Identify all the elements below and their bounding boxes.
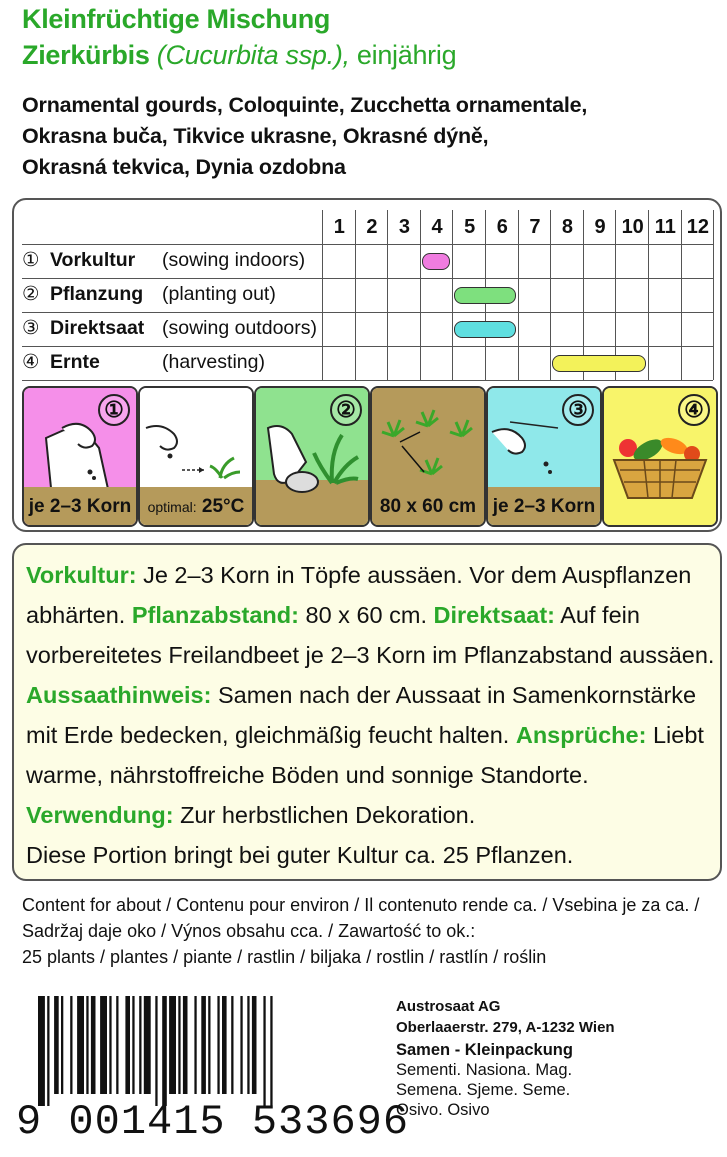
company-name: Austrosaat AG [396,998,501,1015]
calendar-bar [454,287,515,304]
product-title: Kleinfrüchtige Mischung [22,4,331,34]
key-verwendung: Verwendung: [26,802,174,828]
month-label: 6 [485,210,519,244]
sowing-outdoors-tile [486,386,602,527]
grid-line [550,210,551,380]
portion-note: Diese Portion bringt bei guter Kultur ca. 25 Pflanzen. [26,842,574,868]
month-label: 4 [420,210,454,244]
tile-caption: 80 x 60 cm [372,487,484,525]
grid-line [518,210,519,380]
step-badge: ① [98,394,130,426]
calendar-bar [552,355,646,372]
latin-name: (Cucurbita ssp.), [156,40,350,70]
month-label: 2 [355,210,389,244]
key-ansprueche: Ansprüche: [515,722,647,748]
month-label: 12 [681,210,715,244]
calendar-bar [454,321,515,338]
content-languages: Content for about / Contenu pour environ / Il contenuto rende ca. / Vsebina je za ca. / Sadržaj daje oko / Výnos obsahu cca. / Zawartość to ok.: [22,895,700,941]
calendar-row-pflanzung [22,282,276,306]
caption-small: optimal: [147,499,197,515]
step-number: ④ [22,351,40,373]
key-aussaathinweis: Aussaathinweis: [26,682,212,708]
planting-out-tile [254,386,370,527]
text-direktsaat: Auf fein vorbereitetes Freilandbeet je 2–3 Korn im Pflanzabstand aussäen. [26,602,715,668]
grid-line [355,210,356,380]
calendar-row-ernte [22,350,265,374]
text-ansprueche: Liebt warme, nährstoffreiche Böden und sonnige Standorte. [26,722,704,788]
text-vorkultur: Je 2–3 Korn in Töpfe aussäen. Vor dem Auspflanzen abhärten. [26,562,692,628]
step-description: (harvesting) [162,351,265,373]
product-subtitle [22,40,456,71]
step-label: Direktsaat [50,317,145,339]
packaging-title: Samen - Kleinpackung [396,1041,573,1059]
step-description: (sowing outdoors) [162,317,317,339]
step-description: (sowing indoors) [162,249,306,271]
company-info [396,996,615,1038]
company-address: Oberlaaerstr. 279, A-1232 Wien [396,1019,615,1036]
caption-temperature: 25°C [201,496,245,517]
grid-line [322,210,323,380]
text-verwendung: Zur herbstlichen Dekoration. [173,802,476,828]
text-aussaathinweis: Samen nach der Aussaat in Samenkornstärke mit Erde bedecken, gleichmäßig feucht halten. [26,682,697,748]
packaging-line: Semena. Sjeme. Seme. [396,1081,571,1099]
translated-names-line: Okrasná tekvica, Dynia ozdobna [22,155,346,179]
step-label: Pflanzung [50,283,144,305]
grid-line [22,380,713,381]
content-note [22,892,712,970]
instructions-text [26,555,716,875]
tile-caption: je 2–3 Korn [488,487,600,525]
grid-line [22,312,713,313]
harvest-tile [602,386,718,527]
grid-line [22,346,713,347]
grid-line [713,210,714,380]
step-badge: ④ [678,394,710,426]
step-description: (planting out) [162,283,276,305]
life-cycle: einjährig [356,40,457,70]
growing-instructions [12,543,722,881]
month-label: 10 [615,210,649,244]
month-label: 11 [648,210,682,244]
key-vorkultur: Vorkultur: [26,562,137,588]
calendar-row-vorkultur [22,248,305,272]
step-number: ③ [22,317,40,339]
calendar-row-direktsaat [22,316,317,340]
grid-line [387,210,388,380]
content-plants: 25 plants / plantes / piante / rastlin / biljaka / rostlin / rastlín / roślin [22,947,547,967]
step-badge: ③ [562,394,594,426]
calendar-bar [422,253,451,270]
grid-line [22,244,713,245]
text-pflanzabstand: 80 x 60 cm. [298,602,434,628]
step-badge: ② [330,394,362,426]
sowing-indoors-tile [22,386,138,527]
tile-caption [140,487,252,525]
month-label: 9 [583,210,617,244]
month-label: 1 [322,210,356,244]
key-direktsaat: Direktsaat: [433,602,555,628]
key-pflanzabstand: Pflanzabstand: [131,602,299,628]
barcode-icon [38,996,356,1106]
translated-names-line: Okrasna buča, Tikvice ukrasne, Okrasné dýně, [22,124,489,148]
step-number: ① [22,249,40,271]
tile-caption: je 2–3 Korn [24,487,136,525]
plant-spacing-tile [370,386,486,527]
packaging-info [396,1040,573,1120]
translated-names-line: Ornamental gourds, Coloquinte, Zucchetta ornamentale, [22,93,588,117]
month-label: 3 [387,210,421,244]
packaging-line: Sementi. Nasiona. Mag. [396,1061,573,1079]
month-label: 7 [518,210,552,244]
month-label: 5 [452,210,486,244]
grid-line [22,278,713,279]
packaging-line: Osivo. Osivo [396,1101,490,1119]
month-label: 8 [550,210,584,244]
grid-line [681,210,682,380]
barcode-number: 9 001415 533696 [16,1098,410,1146]
plant-name: Zierkürbis [22,40,150,70]
germination-tile [138,386,254,527]
step-number: ② [22,283,40,305]
step-label: Vorkultur [50,249,136,271]
grid-line [648,210,649,380]
grid-line [420,210,421,380]
step-label: Ernte [50,351,100,373]
grid-line [452,210,453,380]
